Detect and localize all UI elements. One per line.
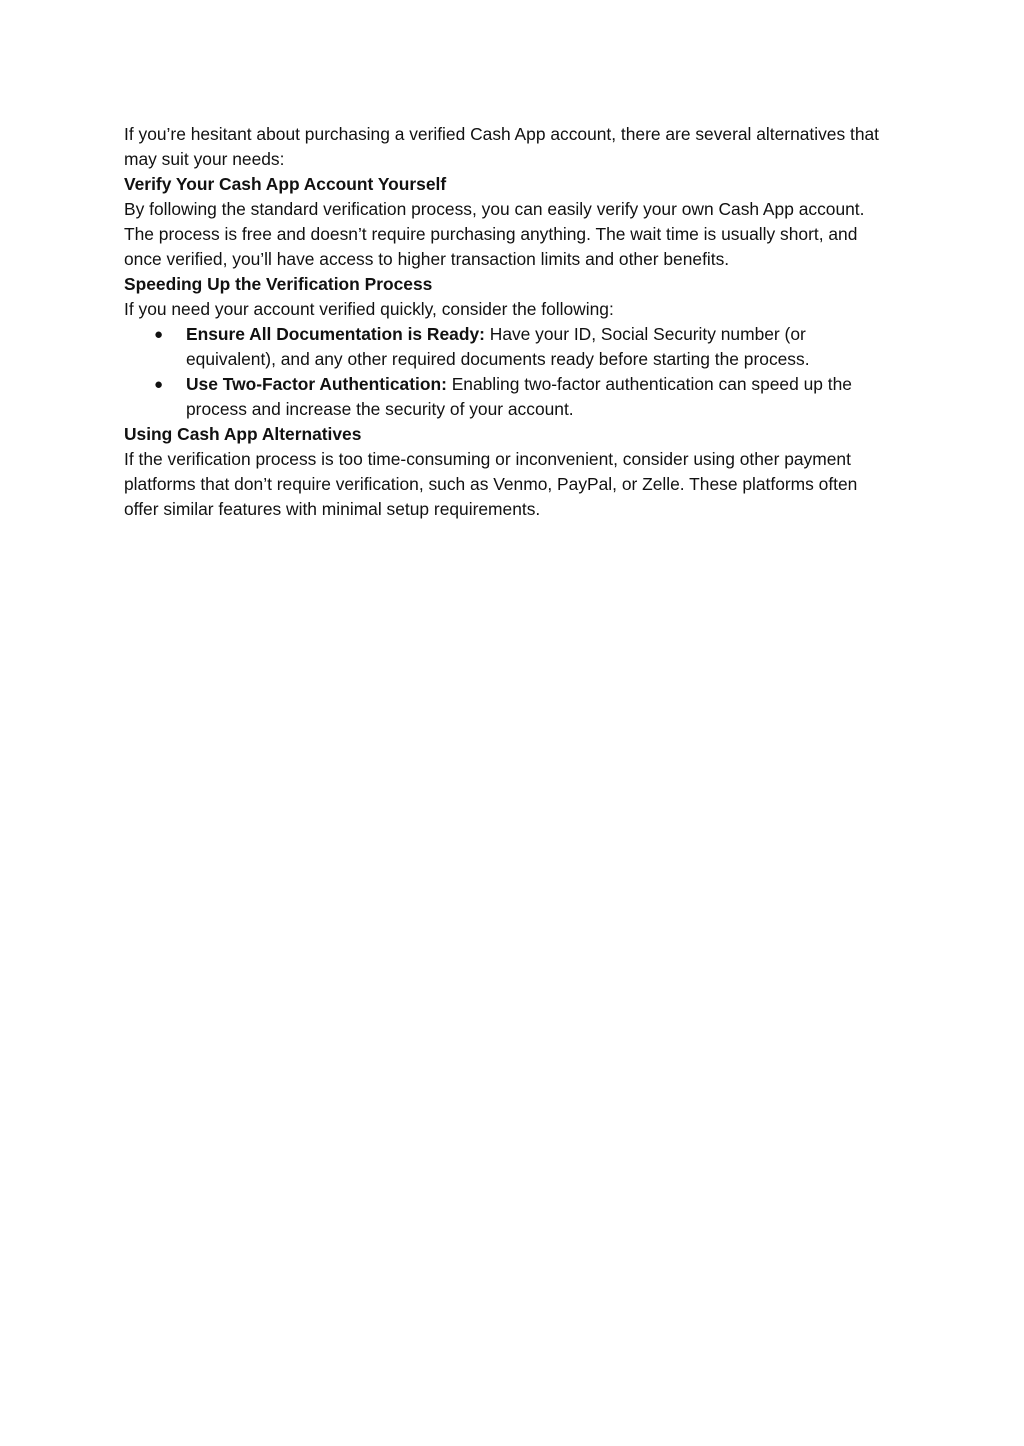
section-body-verify-yourself: By following the standard verification process, you can easily verify your own Cash App account. The process is free and doesn’t require purchasing anything. The wait time is usually short, and once verified, you’ll have access to higher transaction limits and other benefits. [124,199,865,269]
bullet-body-text: Have your ID, Social Security number (or equivalent), and any other required documents ready before starting the process. [186,324,810,369]
bullet-icon: ● [154,376,164,393]
section-heading-alternatives: Using Cash App Alternatives [124,424,362,444]
tips-bullet-list [124,322,894,422]
bullet-body-text: Enabling two-factor authentication can speed up the process and increase the security of your account. [186,374,852,419]
list-item [124,372,894,422]
bullet-lead-text: Ensure All Documentation is Ready: [186,324,485,344]
section-body-alternatives: If the verification process is too time-consuming or inconvenient, consider using other payment platforms that don’t require verification, such as Venmo, PayPal, or Zelle. These platforms often offer similar features with minimal setup requirements. [124,449,858,519]
intro-paragraph: If you’re hesitant about purchasing a verified Cash App account, there are several alternatives that may suit your needs: [124,124,880,169]
section-heading-verify-yourself: Verify Your Cash App Account Yourself [124,174,447,194]
section-heading-speeding-up: Speeding Up the Verification Process [124,274,433,294]
bullet-icon: ● [154,326,164,343]
document-page [124,122,894,522]
bullet-lead-text: Use Two-Factor Authentication: [186,374,447,394]
section-body-speeding-up: If you need your account verified quickly, consider the following: [124,299,614,319]
list-item [124,322,894,372]
